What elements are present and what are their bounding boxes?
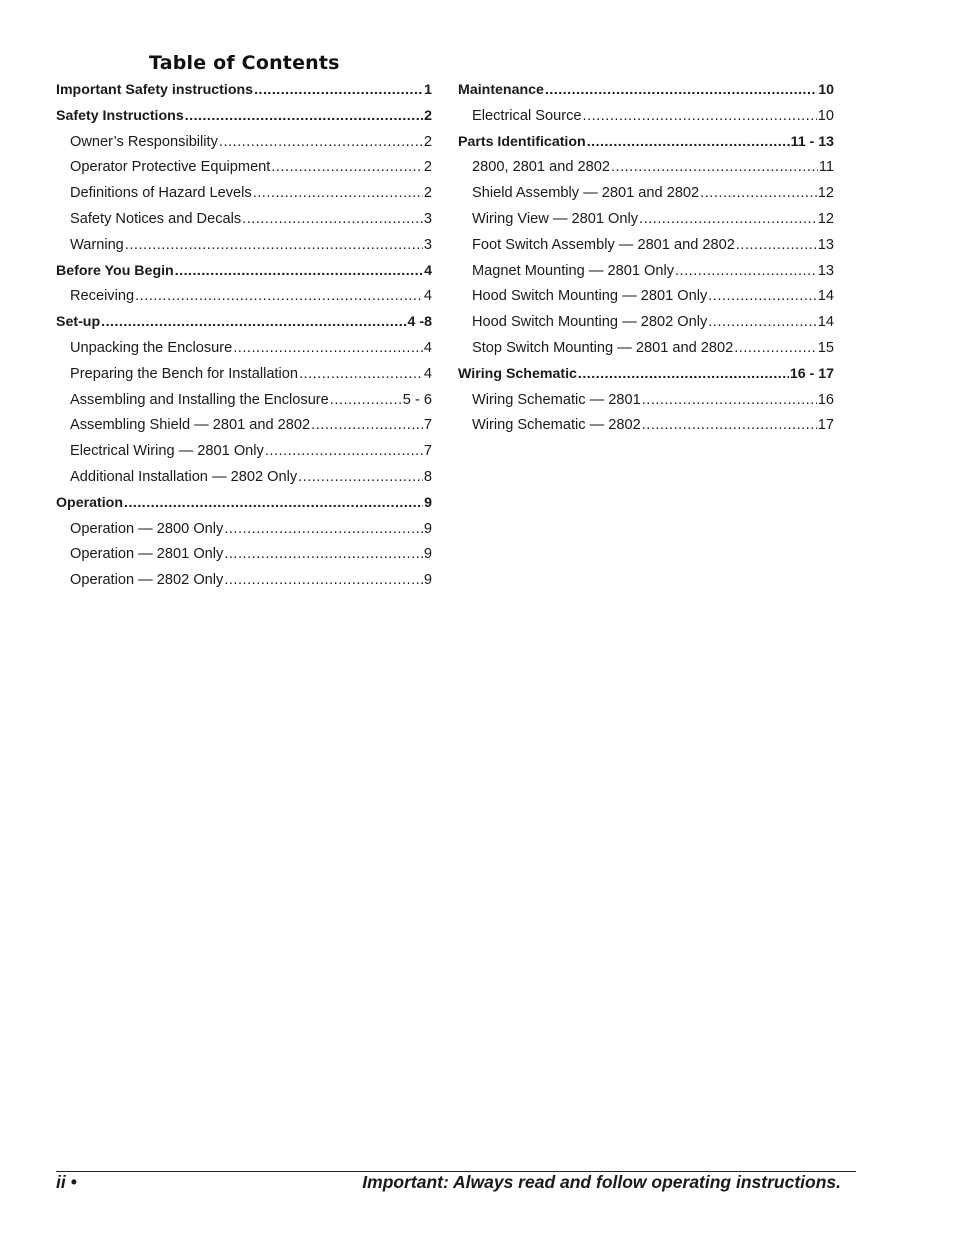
toc-page-number: 9 (423, 520, 432, 537)
toc-dot-leader (135, 288, 423, 304)
toc-entry-label: Electrical Source (472, 107, 582, 124)
toc-subsection-entry[interactable] (56, 546, 432, 572)
toc-section-entry[interactable] (56, 82, 432, 108)
toc-page-number: 1 (424, 82, 432, 98)
toc-dot-leader (299, 366, 423, 382)
toc-page-number: 2 (423, 185, 432, 202)
toc-entry-label: Wiring Schematic — 2802 (472, 417, 641, 434)
toc-dot-leader (254, 82, 423, 98)
toc-subsection-entry[interactable] (56, 288, 432, 314)
toc-subsection-entry[interactable] (56, 159, 432, 185)
toc-entry-label: Before You Begin (56, 262, 174, 279)
toc-dot-leader (642, 417, 817, 433)
toc-page-number: 3 (423, 236, 432, 253)
toc-subsection-entry[interactable] (56, 521, 432, 547)
toc-entry-label: Unpacking the Enclosure (70, 339, 233, 356)
toc-page-number: 10 (817, 107, 834, 124)
toc-page-number: 3 (423, 210, 432, 227)
toc-page-number: 4 (423, 288, 432, 305)
toc-entry-label: Owner’s Responsibility (70, 133, 218, 150)
toc-page-number: 2 (423, 159, 432, 176)
toc-entry-label: Assembling Shield — 2801 and 2802 (70, 417, 311, 434)
toc-dot-leader (583, 108, 817, 124)
toc-entry-label: Maintenance (458, 82, 544, 98)
toc-page-number: 11 - 13 (790, 133, 834, 150)
toc-subsection-entry[interactable] (56, 185, 432, 211)
toc-section-entry[interactable] (56, 108, 432, 134)
page-title: Table of Contents (149, 52, 340, 74)
toc-dot-leader (233, 340, 423, 356)
toc-subsection-entry[interactable] (458, 211, 834, 237)
footer-page-marker: ii • (56, 1172, 77, 1192)
toc-page-number: 2 (423, 133, 432, 150)
toc-page-number: 10 (818, 82, 834, 98)
toc-subsection-entry[interactable] (56, 392, 432, 418)
toc-dot-leader (224, 572, 423, 588)
toc-section-entry[interactable] (56, 314, 432, 340)
toc-page-number: 8 (423, 468, 432, 485)
toc-page-number: 11 (818, 159, 834, 176)
toc-entry-label: Hood Switch Mounting — 2802 Only (472, 314, 708, 331)
toc-entry-label: Additional Installation — 2802 Only (70, 468, 298, 485)
toc-page-number: 7 (423, 443, 432, 460)
toc-subsection-entry[interactable] (458, 237, 834, 263)
toc-entry-label: Important Safety instructions (56, 82, 254, 98)
toc-dot-leader (700, 185, 817, 201)
toc-page-number: 13 (817, 236, 834, 253)
toc-dot-leader (311, 417, 423, 433)
toc-section-entry[interactable] (458, 366, 834, 392)
toc-subsection-entry[interactable] (56, 237, 432, 263)
toc-page-number: 13 (817, 262, 834, 279)
toc-entry-label: Wiring Schematic (458, 365, 577, 382)
toc-entry-label: Hood Switch Mounting — 2801 Only (472, 288, 708, 305)
toc-entry-label: Wiring View — 2801 Only (472, 210, 639, 227)
toc-subsection-entry[interactable] (56, 366, 432, 392)
toc-page-number: 4 (423, 339, 432, 356)
toc-dot-leader (125, 237, 423, 253)
toc-entry-label: Shield Assembly — 2801 and 2802 (472, 185, 700, 202)
toc-dot-leader (253, 185, 423, 201)
toc-dot-leader (271, 159, 423, 175)
toc-entry-label: 2800, 2801 and 2802 (472, 159, 610, 176)
toc-section-entry[interactable] (458, 134, 834, 160)
toc-dot-leader (675, 263, 817, 279)
toc-subsection-entry[interactable] (56, 572, 432, 598)
toc-dot-leader (124, 495, 423, 511)
toc-page-number: 17 (817, 417, 834, 434)
toc-subsection-entry[interactable] (458, 314, 834, 340)
toc-page-number: 16 - 17 (789, 365, 834, 382)
toc-dot-leader (265, 443, 423, 459)
toc-entry-label: Stop Switch Mounting — 2801 and 2802 (472, 339, 734, 356)
toc-page-number: 9 (424, 494, 432, 511)
toc-entry-label: Operation — 2801 Only (70, 546, 224, 563)
toc-subsection-entry[interactable] (56, 211, 432, 237)
toc-dot-leader (219, 134, 423, 150)
toc-subsection-entry[interactable] (458, 340, 834, 366)
toc-entry-label: Magnet Mounting — 2801 Only (472, 262, 674, 279)
toc-section-entry[interactable] (56, 495, 432, 521)
toc-dot-leader (587, 134, 790, 150)
toc-entry-label: Wiring Schematic — 2801 (472, 391, 641, 408)
toc-entry-label: Definitions of Hazard Levels (70, 185, 252, 202)
toc-subsection-entry[interactable] (458, 185, 834, 211)
toc-entry-label: Operation (56, 494, 124, 511)
toc-subsection-entry[interactable] (56, 417, 432, 443)
toc-dot-leader (578, 366, 789, 382)
toc-section-entry[interactable] (458, 82, 834, 108)
toc-page-number: 4 (424, 262, 432, 279)
toc-entry-label: Operation — 2800 Only (70, 520, 224, 537)
toc-dot-leader (545, 82, 817, 98)
toc-page-number: 4 (423, 365, 432, 382)
toc-right-column (458, 82, 834, 443)
toc-page-number: 12 (817, 210, 834, 227)
footer-notice: Important: Always read and follow operating instructions. (362, 1172, 841, 1192)
toc-entry-label: Operator Protective Equipment (70, 159, 271, 176)
toc-subsection-entry[interactable] (458, 288, 834, 314)
toc-page-number: 12 (817, 185, 834, 202)
toc-page-number: 14 (817, 288, 834, 305)
toc-entry-label: Operation — 2802 Only (70, 572, 224, 589)
toc-subsection-entry[interactable] (56, 469, 432, 495)
toc-left-column (56, 82, 432, 598)
toc-entry-label: Electrical Wiring — 2801 Only (70, 443, 264, 460)
toc-dot-leader (185, 108, 423, 124)
toc-page-number: 16 (817, 391, 834, 408)
toc-dot-leader (175, 263, 423, 279)
toc-dot-leader (708, 314, 817, 330)
toc-entry-label: Warning (70, 236, 124, 253)
toc-entry-label: Preparing the Bench for Installation (70, 365, 298, 382)
toc-dot-leader (242, 211, 423, 227)
toc-entry-label: Safety Notices and Decals (70, 210, 242, 227)
toc-entry-label: Assembling and Installing the Enclosure (70, 391, 329, 408)
toc-dot-leader (639, 211, 817, 227)
toc-subsection-entry[interactable] (56, 134, 432, 160)
toc-dot-leader (224, 546, 423, 562)
toc-entry-label: Set-up (56, 314, 101, 331)
toc-dot-leader (101, 314, 406, 330)
toc-entry-label: Receiving (70, 288, 135, 305)
toc-dot-leader (642, 392, 817, 408)
toc-subsection-entry[interactable] (458, 392, 834, 418)
toc-subsection-entry[interactable] (458, 417, 834, 443)
toc-page-number: 14 (817, 314, 834, 331)
toc-dot-leader (330, 392, 402, 408)
toc-page-number: 4 -8 (407, 314, 432, 331)
toc-section-entry[interactable] (56, 263, 432, 289)
toc-dot-leader (611, 159, 818, 175)
toc-page-number: 9 (423, 546, 432, 563)
toc-subsection-entry[interactable] (56, 340, 432, 366)
toc-entry-label: Foot Switch Assembly — 2801 and 2802 (472, 236, 735, 253)
toc-page-number: 2 (424, 107, 432, 124)
toc-dot-leader (224, 521, 423, 537)
toc-subsection-entry[interactable] (458, 263, 834, 289)
toc-dot-leader (734, 340, 817, 356)
toc-dot-leader (736, 237, 817, 253)
toc-page-number: 7 (423, 417, 432, 434)
toc-dot-leader (298, 469, 423, 485)
toc-dot-leader (708, 288, 817, 304)
toc-page-number: 5 - 6 (402, 391, 432, 408)
toc-entry-label: Parts Identification (458, 133, 586, 150)
toc-subsection-entry[interactable] (458, 159, 834, 185)
toc-page-number: 9 (423, 572, 432, 589)
toc-subsection-entry[interactable] (458, 108, 834, 134)
toc-page-number: 15 (817, 339, 834, 356)
toc-entry-label: Safety Instructions (56, 107, 184, 124)
toc-subsection-entry[interactable] (56, 443, 432, 469)
